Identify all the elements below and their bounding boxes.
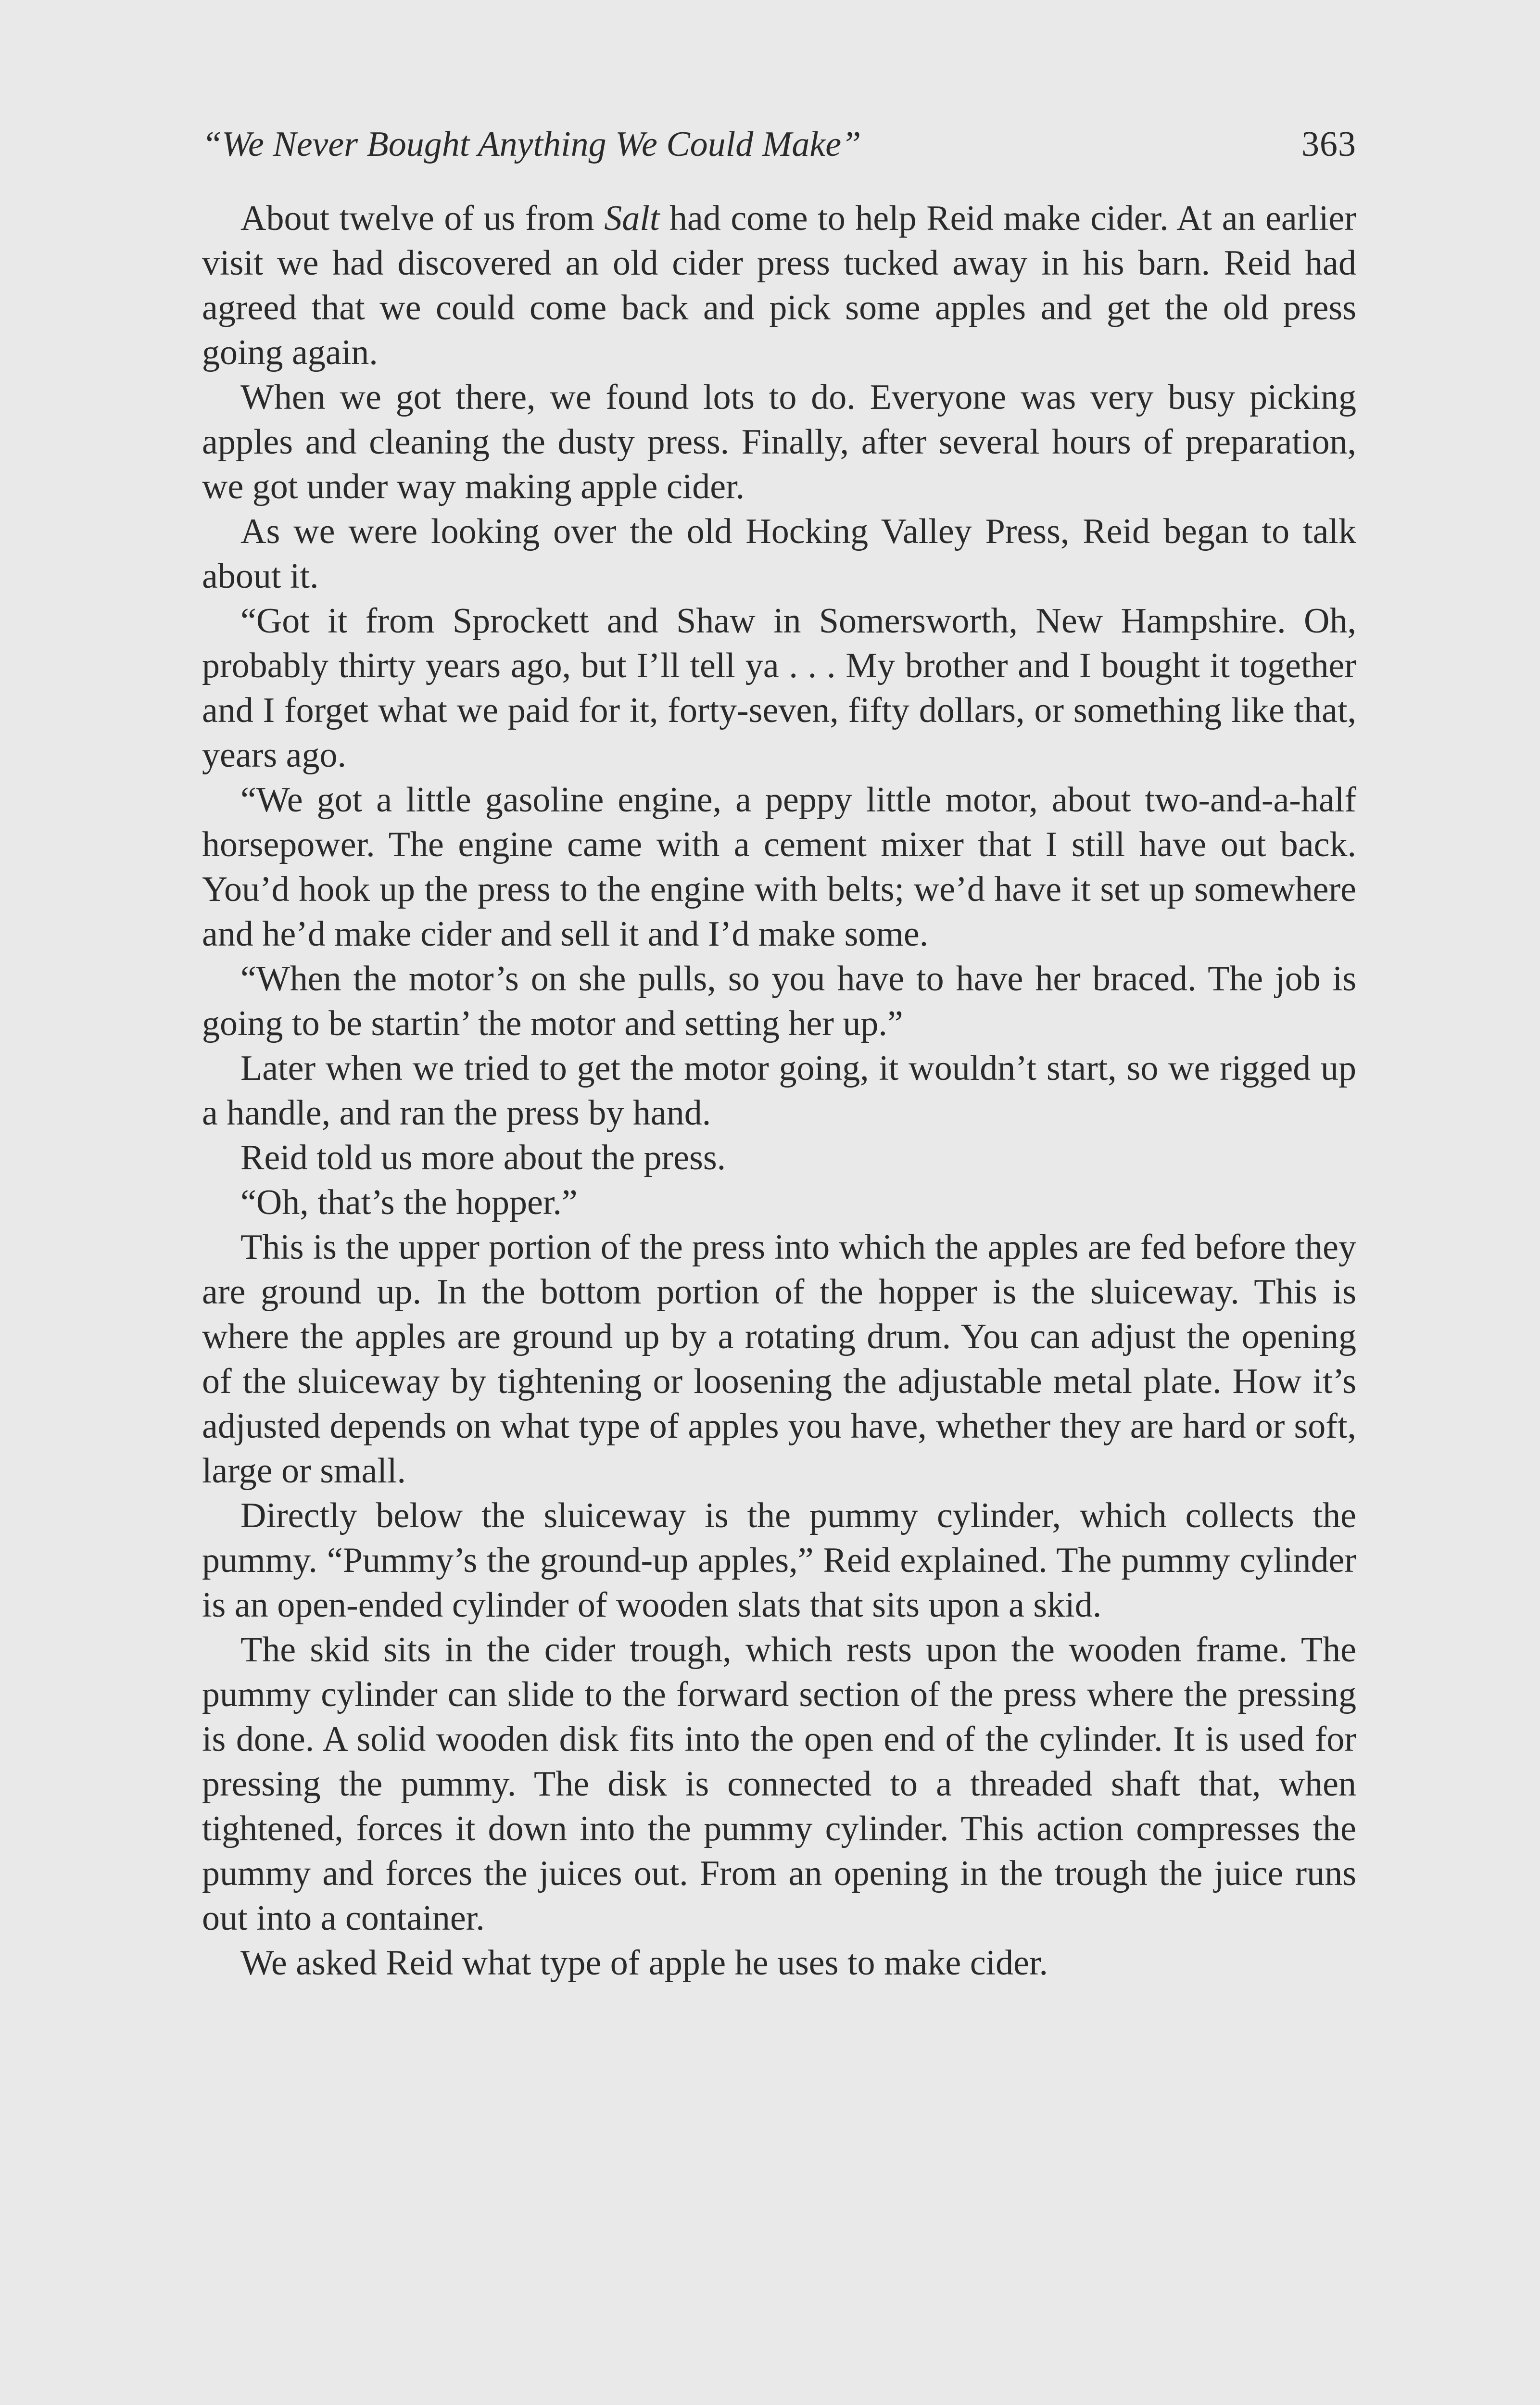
paragraph: Later when we tried to get the motor going, it wouldn’t start, so we rigged up a handle, and ran the press by hand. xyxy=(202,1049,1356,1133)
paragraph xyxy=(202,196,1356,375)
running-title: “We Never Bought Anything We Could Make” xyxy=(202,125,861,164)
paragraph: “Got it from Sprockett and Shaw in Somersworth, New Hampshire. Oh, probably thirty years ago, but I’ll tell ya . . . My brother and I bought it together and I forget what we paid for it, forty-seven, fifty dollars, or something like that, years ago. xyxy=(202,601,1356,775)
paragraph: When we got there, we found lots to do. Everyone was very busy picking apples and cleaning the dusty press. Finally, after several hours of preparation, we got under way making apple cider. xyxy=(202,378,1356,506)
paragraph: “We got a little gasoline engine, a peppy little motor, about two-and-a-half horsepower. The engine came with a cement mixer that I still have out back. You’d hook up the press to the engine with belts; we’d have it set up somewhere and he’d make cider and sell it and I’d make some. xyxy=(202,780,1356,954)
paragraph: We asked Reid what type of apple he uses to make cider. xyxy=(240,1943,1048,1983)
running-head xyxy=(202,115,1356,173)
body-text xyxy=(202,196,1356,1986)
magazine-title: Salt xyxy=(604,199,660,238)
paragraph: This is the upper portion of the press into which the apples are fed before they are ground up. In the bottom portion of the hopper is the sluiceway. This is where the apples are ground up by a rotating drum. You can adjust the opening of the sluiceway by tightening or loosening the adjustable metal plate. How it’s adjusted depends on what type of apples you have, whether they are hard or soft, large or small. xyxy=(202,1228,1356,1491)
paragraph-text: had come to help Reid make cider. At an earlier visit we had discovered an old cider press tucked away in his barn. Reid had agreed that we could come back and pick some apples and get the old press going again. xyxy=(202,199,1356,372)
paragraph: “When the motor’s on she pulls, so you have to have her braced. The job is going to be startin’ the motor and setting her up.” xyxy=(202,959,1356,1043)
paragraph: “Oh, that’s the hopper.” xyxy=(240,1183,578,1222)
paragraph-text: About twelve of us from xyxy=(240,199,605,238)
page-number: 363 xyxy=(1301,125,1356,164)
paragraph: The skid sits in the cider trough, which rests upon the wooden frame. The pummy cylinder can slide to the forward section of the press where the pressing is done. A solid wooden disk fits into the open end of the cylinder. It is used for pressing the pummy. The disk is connected to a threaded shaft that, when tightened, forces it down into the pummy cylinder. This action compresses the pummy and forces the juices out. From an opening in the trough the juice runs out into a container. xyxy=(202,1630,1356,1938)
paragraph: Directly below the sluiceway is the pummy cylinder, which collects the pummy. “Pummy’s the ground-up apples,” Reid explained. The pummy cylinder is an open-ended cylinder of wooden slats that sits upon a skid. xyxy=(202,1496,1356,1625)
paragraph: As we were looking over the old Hocking Valley Press, Reid began to talk about it. xyxy=(202,512,1356,596)
book-page xyxy=(202,115,1356,1986)
paragraph: Reid told us more about the press. xyxy=(240,1138,726,1177)
